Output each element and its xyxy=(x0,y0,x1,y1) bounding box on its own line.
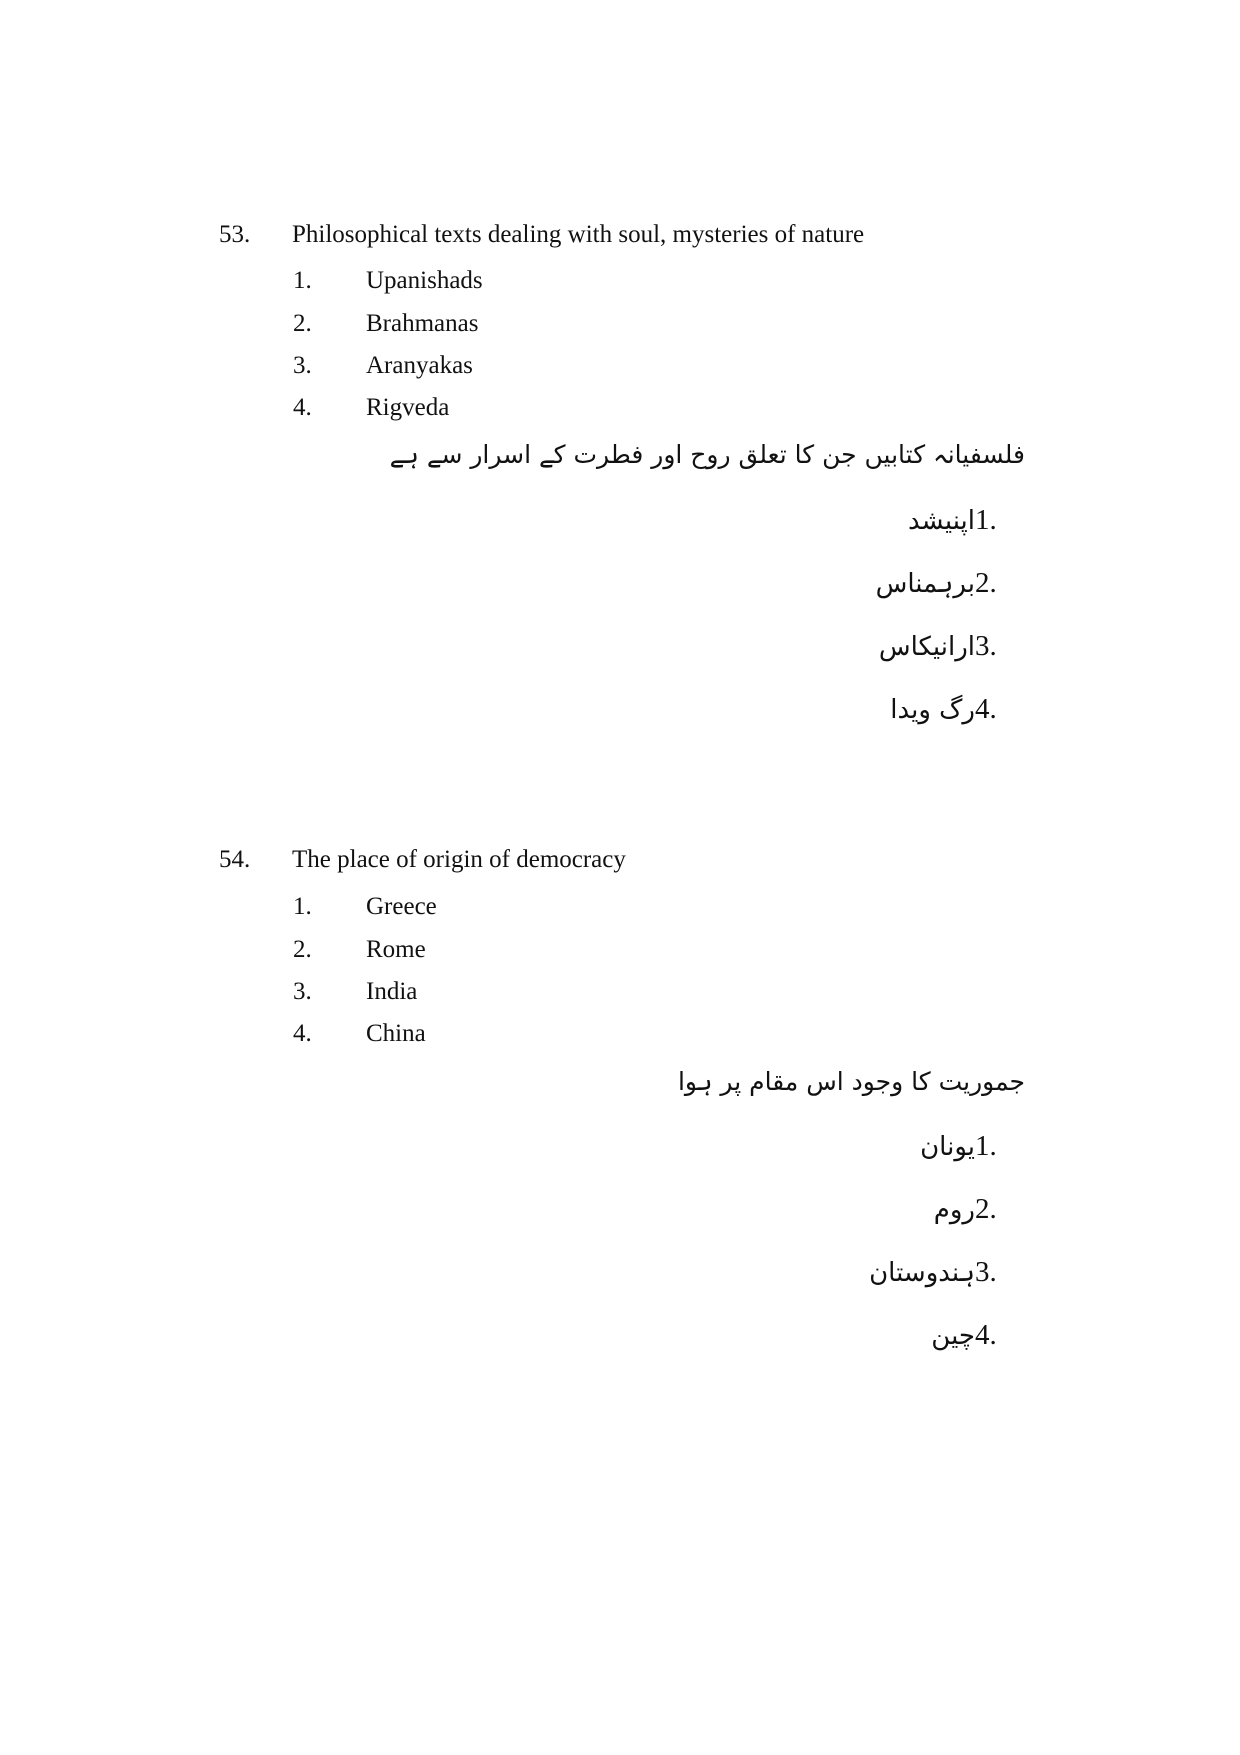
option-number: 1. xyxy=(293,893,312,920)
option-2 xyxy=(293,310,478,338)
urdu-option-text: چین xyxy=(931,1321,975,1351)
urdu-option-text: ہندوستان xyxy=(869,1258,975,1288)
option-3 xyxy=(293,352,473,380)
urdu-option-number: 4. xyxy=(975,693,997,725)
urdu-question-text: فلسفیانہ کتابیں جن کا تعلق روح اور فطرت کے اسرار سے ہے xyxy=(389,440,1025,469)
option-text: Upanishads xyxy=(366,267,483,294)
option-text: Rigveda xyxy=(366,394,450,421)
option-number: 3. xyxy=(293,978,312,1005)
urdu-option-text: رگ ویدا xyxy=(890,695,975,725)
urdu-option-3 xyxy=(857,1256,1025,1289)
option-3 xyxy=(293,978,417,1006)
urdu-option-2 xyxy=(864,567,1025,600)
question-stem xyxy=(219,846,626,874)
question-number: 54. xyxy=(219,846,251,873)
urdu-option-number: 3. xyxy=(975,630,997,662)
option-number: 4. xyxy=(293,394,312,421)
urdu-option-4 xyxy=(878,693,1025,726)
urdu-option-text: یونان xyxy=(920,1132,975,1162)
question-stem xyxy=(219,221,864,249)
option-text: Greece xyxy=(366,893,437,920)
urdu-option-text: روم xyxy=(933,1195,975,1225)
option-text: Aranyakas xyxy=(366,352,473,379)
urdu-option-number: 2. xyxy=(975,567,997,599)
question-number: 53. xyxy=(219,221,251,248)
urdu-option-text: اپنیشد xyxy=(908,506,975,536)
option-1 xyxy=(293,893,437,921)
option-2 xyxy=(293,936,426,964)
option-1 xyxy=(293,267,483,295)
urdu-option-number: 2. xyxy=(975,1193,997,1225)
option-number: 4. xyxy=(293,1020,312,1047)
urdu-option-3 xyxy=(867,630,1025,663)
urdu-option-number: 4. xyxy=(975,1319,997,1351)
question-text: The place of origin of democracy xyxy=(292,846,626,873)
urdu-option-text: ارانیکاس xyxy=(878,632,975,662)
option-text: India xyxy=(366,978,418,1005)
urdu-option-2 xyxy=(883,1193,1025,1226)
option-text: Brahmanas xyxy=(366,310,479,337)
urdu-option-number: 1. xyxy=(975,1130,997,1162)
option-number: 1. xyxy=(293,267,312,294)
question-text: Philosophical texts dealing with soul, mysteries of nature xyxy=(292,221,865,248)
urdu-option-1 xyxy=(883,1130,1025,1163)
urdu-option-number: 1. xyxy=(975,504,997,536)
urdu-option-number: 3. xyxy=(975,1256,997,1288)
urdu-question-text: جموریت کا وجود اس مقام پر ہوا xyxy=(677,1067,1025,1096)
option-number: 2. xyxy=(293,936,312,963)
option-number: 3. xyxy=(293,352,312,379)
option-text: Rome xyxy=(366,936,426,963)
urdu-option-text: برہمناس xyxy=(875,569,975,599)
option-number: 2. xyxy=(293,310,312,337)
option-text: China xyxy=(366,1020,426,1047)
option-4 xyxy=(293,394,449,422)
urdu-option-4 xyxy=(883,1319,1025,1352)
option-4 xyxy=(293,1020,426,1048)
urdu-option-1 xyxy=(883,504,1025,537)
